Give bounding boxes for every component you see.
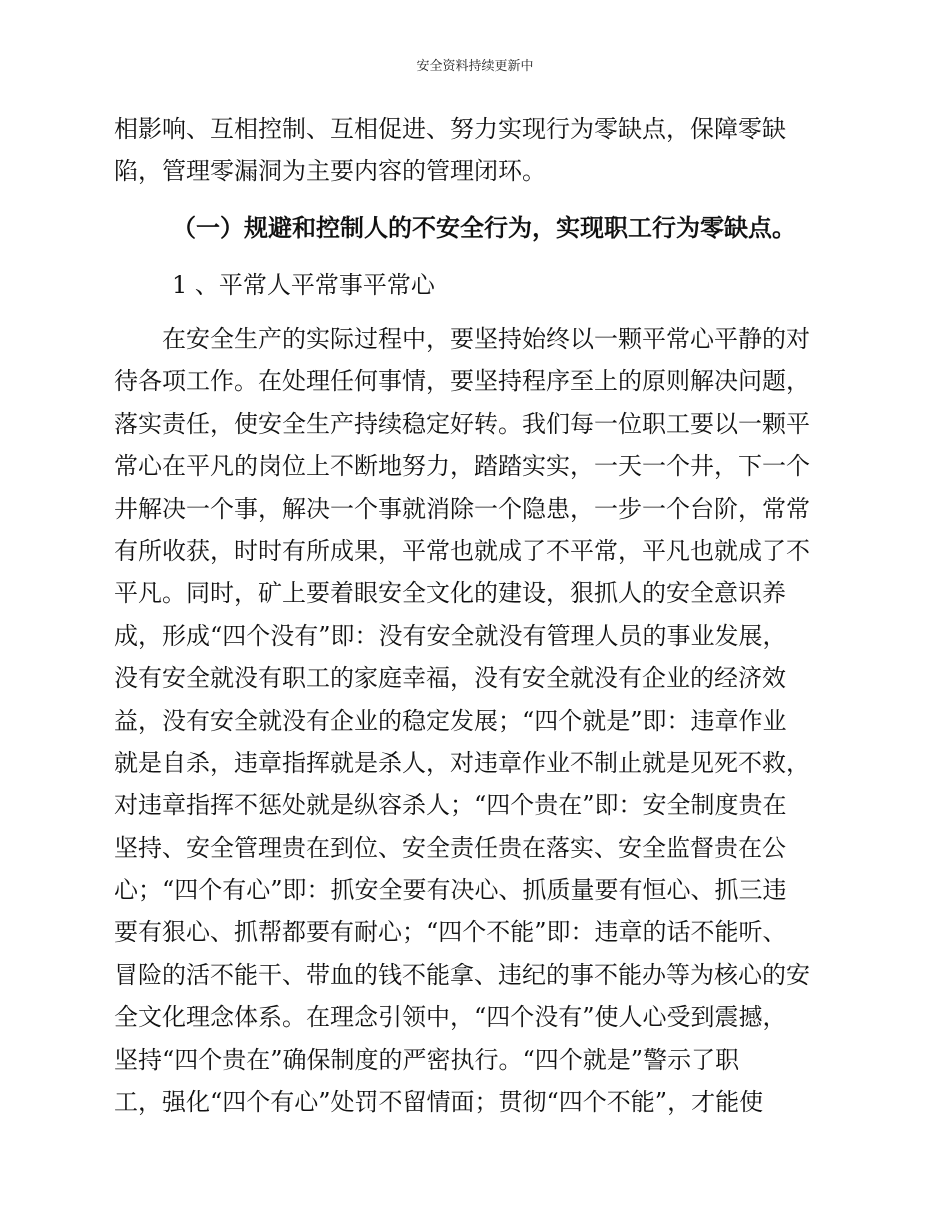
text-line: 常心在平凡的岗位上不断地努力，踏踏实实，一天一个井，下一个 [114,452,810,481]
text-line: 落实责任，使安全生产持续稳定好转。我们每一位职工要以一颗平 [114,409,810,438]
text-line: 陷，管理零漏洞为主要内容的管理闭环。 [114,157,546,186]
text-line: 坚持、安全管理贵在到位、安全责任贵在落实、安全监督贵在公 [114,833,786,862]
text-line: 平凡。同时，矿上要着眼安全文化的建设，狠抓人的安全意识养 [114,579,786,608]
text-line: 井解决一个事，解决一个事就消除一个隐患，一步一个台阶，常常 [114,494,810,523]
text-line: 全文化理念体系。在理念引领中，“四个没有”使人心受到震撼， [114,1003,787,1032]
text-line: 成，形成“四个没有”即：没有安全就没有管理人员的事业发展， [114,621,787,650]
text-line: 冒险的活不能干、带血的钱不能拿、违纪的事不能办等为核心的安 [114,960,810,989]
section-heading: （一）规避和控制人的不安全行为，实现职工行为零缺点。 [172,213,796,242]
text-line: 心；“四个有心”即：抓安全要有决心、抓质量要有恒心、抓三违 [114,876,787,905]
text-line: 就是自杀，违章指挥就是杀人，对违章作业不制止就是见死不救， [114,748,810,777]
main-paragraph [114,318,836,1123]
intro-paragraph [114,108,836,193]
text-line: 有所收获，时时有所成果，平常也就成了不平常，平凡也就成了不 [114,536,810,565]
text-line: 工，强化“四个有心”处罚不留情面；贯彻“四个不能”，才能使 [114,1088,764,1117]
text-line: 待各项工作。在处理任何事情，要坚持程序至上的原则解决问题， [114,367,810,396]
text-line: 益，没有安全就没有企业的稳定发展；“四个就是”即：违章作业 [114,706,787,735]
text-line: 在安全生产的实际过程中，要坚持始终以一颗平常心平静的对 [162,325,810,353]
text-line: 相影响、互相控制、互相促进、努力实现行为零缺点，保障零缺 [114,115,786,143]
text-line: 坚持“四个贵在”确保制度的严密执行。“四个就是”警示了职 [114,1045,740,1074]
text-line: 没有安全就没有职工的家庭幸福，没有安全就没有企业的经济效 [114,664,786,693]
page-header: 安全资料持续更新中 [416,59,534,74]
text-line: 要有狠心、抓帮都要有耐心；“四个不能”即：违章的话不能听、 [114,918,787,947]
subsection-heading: 1 、平常人平常事平常心 [172,271,435,299]
text-line: 对违章指挥不惩处就是纵容杀人；“四个贵在”即：安全制度贵在 [114,791,787,820]
